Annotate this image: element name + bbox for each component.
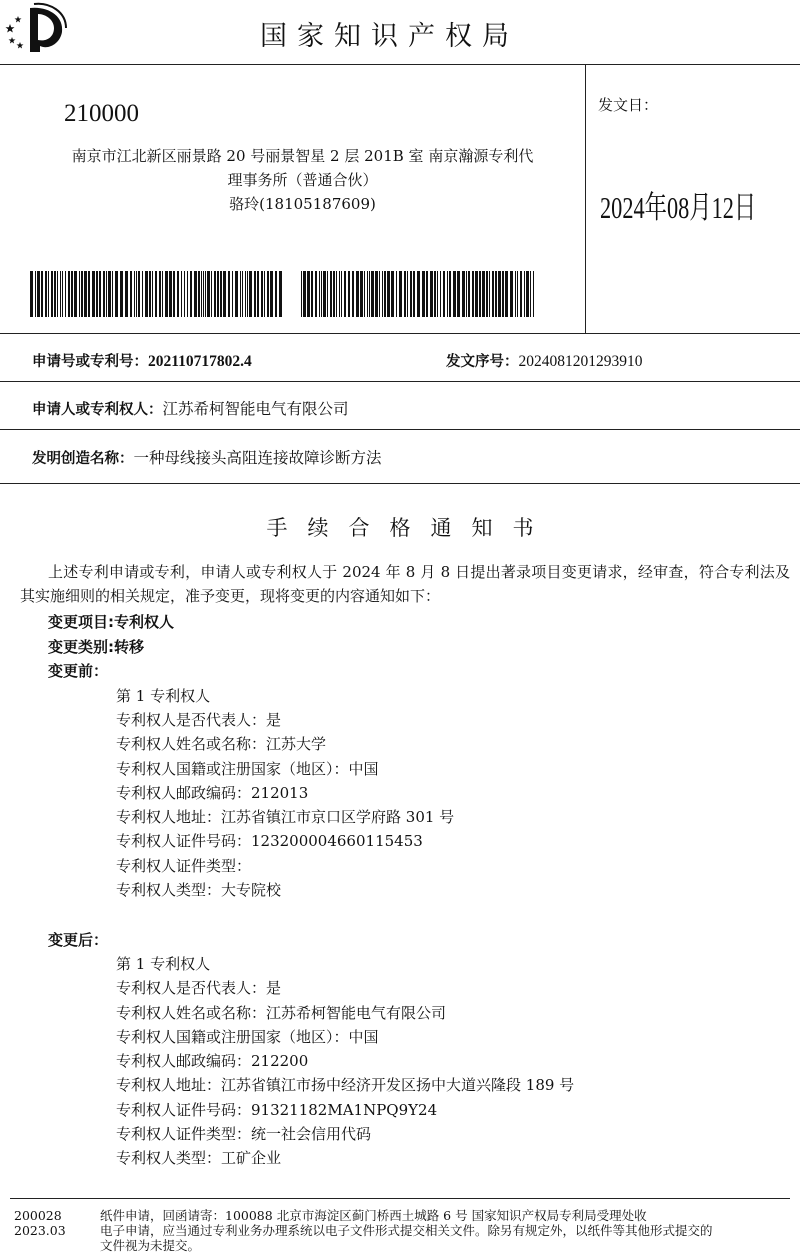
before-line: 专利权人地址：江苏省镇江市京口区学府路 301 号 bbox=[116, 808, 455, 826]
field-divider-3 bbox=[0, 483, 800, 484]
before-line: 专利权人国籍或注册国家（地区）：中国 bbox=[116, 760, 379, 778]
before-line: 专利权人邮政编码：212013 bbox=[116, 784, 309, 802]
after-line: 第 1 专利权人 bbox=[116, 955, 211, 973]
after-line: 专利权人证件类型：统一社会信用代码 bbox=[116, 1125, 372, 1143]
after-line: 专利权人姓名或名称：江苏希柯智能电气有限公司 bbox=[116, 1004, 447, 1022]
postcode: 210000 bbox=[64, 100, 139, 127]
after-line: 专利权人邮政编码：212200 bbox=[116, 1052, 309, 1070]
after-line: 专利权人类型：工矿企业 bbox=[116, 1149, 282, 1167]
after-label: 变更后： bbox=[48, 931, 109, 949]
barcode-right bbox=[301, 271, 537, 317]
change-type: 变更类别:转移 bbox=[48, 638, 144, 656]
after-line: 专利权人国籍或注册国家（地区）：中国 bbox=[116, 1028, 379, 1046]
date-column-divider bbox=[585, 64, 586, 334]
serial-number-field bbox=[446, 350, 643, 371]
application-number-field bbox=[32, 350, 252, 371]
address-divider bbox=[0, 333, 800, 334]
serial-number-label: 发文序号： bbox=[446, 354, 519, 370]
footer-divider bbox=[10, 1198, 790, 1199]
change-item: 变更项目:专利权人 bbox=[48, 613, 174, 631]
applicant-field bbox=[32, 397, 349, 419]
field-divider-2 bbox=[0, 429, 800, 430]
applicant-label: 申请人或专利权人： bbox=[32, 402, 163, 418]
after-line: 专利权人证件号码：91321182MA1NPQ9Y24 bbox=[116, 1101, 438, 1119]
barcode-left bbox=[30, 271, 282, 317]
before-line: 专利权人类型：大专院校 bbox=[116, 881, 282, 899]
cnipa-logo bbox=[4, 2, 70, 54]
application-number-label: 申请号或专利号： bbox=[32, 354, 148, 370]
address-line-1: 南京市江北新区丽景路 20 号丽景智星 2 层 201B 室 南京瀚源专利代 bbox=[71, 147, 534, 165]
after-line: 专利权人地址：江苏省镇江市扬中经济开发区扬中大道兴隆段 189 号 bbox=[116, 1076, 575, 1094]
field-divider-1 bbox=[0, 381, 800, 382]
before-line: 专利权人证件类型： bbox=[116, 857, 252, 875]
before-line: 专利权人是否代表人：是 bbox=[116, 711, 282, 729]
notice-title: 手续合格通知书 bbox=[266, 516, 554, 540]
invention-label: 发明创造名称： bbox=[32, 451, 134, 467]
issue-date-value: 2024年08月12日 bbox=[600, 190, 757, 225]
before-line: 专利权人证件号码：123200004660115453 bbox=[116, 832, 423, 850]
form-date: 2023.03 bbox=[14, 1223, 66, 1238]
address-line-2: 理事务所（普通合伙） bbox=[227, 171, 378, 189]
issue-date-label: 发文日： bbox=[598, 96, 659, 114]
form-code: 200028 bbox=[14, 1208, 62, 1223]
agency-name: 国家知识产权局 bbox=[260, 21, 519, 52]
footer-line-2: 电子申请，应当通过专利业务办理系统以电子文件形式提交相关文件。除另有规定外，以纸件等其他形式提交的 bbox=[100, 1223, 713, 1238]
invention-value: 一种母线接头高阻连接故障诊断方法 bbox=[133, 449, 382, 467]
before-line: 专利权人姓名或名称：江苏大学 bbox=[116, 735, 327, 753]
application-number-value: 202110717802.4 bbox=[148, 353, 252, 370]
header-divider bbox=[0, 64, 800, 65]
contact: 骆玲(18105187609) bbox=[229, 195, 376, 213]
applicant-value: 江苏希柯智能电气有限公司 bbox=[162, 400, 349, 418]
footer-line-1: 纸件申请，回函请寄：100088 北京市海淀区蓟门桥西土城路 6 号 国家知识产权局专利局受理处收 bbox=[100, 1208, 647, 1223]
notice-paragraph: 上述专利申请或专利，申请人或专利权人于 2024 年 8 月 8 日提出著录项目变更请求，经审查，符合专利法及其实施细则的相关规定，准予变更，现将变更的内容通知如下： bbox=[20, 563, 790, 605]
before-label: 变更前： bbox=[48, 662, 109, 680]
invention-field bbox=[32, 446, 382, 468]
before-line: 第 1 专利权人 bbox=[116, 687, 211, 705]
after-line: 专利权人是否代表人：是 bbox=[116, 979, 282, 997]
footer-line-3: 文件视为未提交。 bbox=[100, 1238, 201, 1253]
serial-number-value: 2024081201293910 bbox=[518, 353, 643, 370]
